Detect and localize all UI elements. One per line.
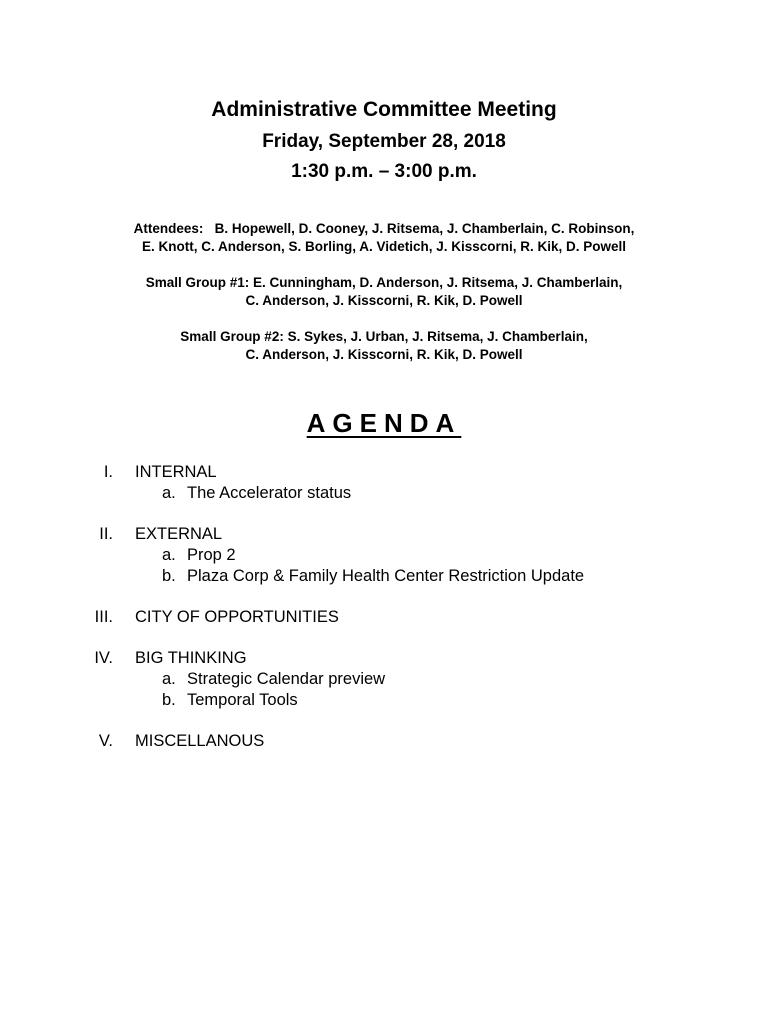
- sub-item-label: Temporal Tools: [187, 691, 298, 709]
- agenda-heading-text: AGENDA: [306, 408, 462, 438]
- agenda-heading: [0, 406, 768, 440]
- sub-item-letter: a.: [162, 670, 176, 688]
- sub-item-label: Plaza Corp & Family Health Center Restriction Update: [187, 567, 585, 585]
- agenda-item-numeral: IV.: [94, 649, 113, 667]
- agenda-sub-item: [0, 483, 768, 504]
- sub-item-label: Strategic Calendar preview: [187, 670, 386, 688]
- sub-item-letter: b.: [162, 691, 176, 709]
- meeting-date: Friday, September 28, 2018: [262, 131, 506, 152]
- agenda-sub-item: [0, 669, 768, 690]
- agenda-sub-item: [0, 566, 768, 587]
- small-group-2-line-1: Small Group #2: S. Sykes, J. Urban, J. Ritsema, J. Chamberlain,: [180, 329, 588, 344]
- sub-item-letter: a.: [162, 484, 176, 502]
- small-group-2-line-2: C. Anderson, J. Kisscorni, R. Kik, D. Powell: [245, 347, 523, 362]
- agenda-list: [0, 462, 768, 752]
- small-group-1-line-1: Small Group #1: E. Cunningham, D. Anderson, J. Ritsema, J. Chamberlain,: [145, 275, 623, 290]
- agenda-item-external: [0, 524, 768, 545]
- agenda-item-label: EXTERNAL: [135, 525, 223, 543]
- agenda-item-numeral: I.: [103, 463, 113, 481]
- agenda-item-city-of-opportunities: [0, 607, 768, 628]
- small-group-1-line-2: C. Anderson, J. Kisscorni, R. Kik, D. Powell: [245, 293, 523, 308]
- agenda-sub-item: [0, 545, 768, 566]
- spacer: [0, 587, 768, 607]
- meeting-title: Administrative Committee Meeting: [211, 98, 557, 121]
- agenda-item-label: BIG THINKING: [135, 649, 247, 667]
- sub-item-letter: a.: [162, 546, 176, 564]
- attendees-line-2: E. Knott, C. Anderson, S. Borling, A. Videtich, J. Kisscorni, R. Kik, D. Powell: [141, 239, 627, 254]
- sub-item-letter: b.: [162, 567, 176, 585]
- spacer: [0, 504, 768, 524]
- agenda-item-numeral: II.: [99, 525, 113, 543]
- agenda-item-numeral: III.: [94, 608, 113, 626]
- agenda-item-big-thinking: [0, 648, 768, 669]
- agenda-sub-item: [0, 690, 768, 711]
- sub-item-label: Prop 2: [187, 546, 236, 564]
- attendees-line-1: Attendees: B. Hopewell, D. Cooney, J. Ritsema, J. Chamberlain, C. Robinson,: [133, 221, 635, 236]
- agenda-item-numeral: V.: [98, 732, 113, 750]
- agenda-item-label: MISCELLANOUS: [135, 732, 265, 750]
- agenda-item-internal: [0, 462, 768, 483]
- sub-item-label: The Accelerator status: [187, 484, 352, 502]
- agenda-item-miscellanous: [0, 731, 768, 752]
- agenda-item-label: INTERNAL: [135, 463, 217, 481]
- meeting-time: 1:30 p.m. – 3:00 p.m.: [291, 161, 477, 182]
- agenda-item-label: CITY OF OPPORTUNITIES: [135, 608, 339, 626]
- spacer: [0, 711, 768, 731]
- spacer: [0, 628, 768, 648]
